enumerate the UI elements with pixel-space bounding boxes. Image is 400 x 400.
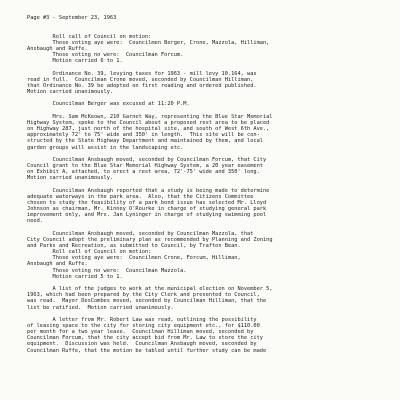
text-line: Ansbaugh and Ruffe. (27, 261, 88, 268)
text-line: of leasing space to the city for storing city equipment etc., for $110.00 (27, 323, 260, 329)
text-line: adequate waterways in the park area. Also, that the Citizens Committee (27, 193, 254, 200)
text-line: City Council adopt the preliminary plan as recommended by Planning and Zoning (27, 236, 273, 243)
text-line: Ansbaugh and Ruffe. (27, 46, 88, 53)
text-line: list be ratified. Motion carried unanimously. (27, 304, 174, 311)
text-line: Those voting aye were: Councilmen Berger, Crone, Mazzola, Hilliman, (27, 39, 270, 46)
text-line: Councilman Berger was excused at 11:20 P.M. (27, 101, 190, 108)
text-line: garden groups will assist in the landscaping etc. (27, 144, 184, 151)
text-line: per month for a two year lease. Councilman Hilliman moved, seconded by (27, 329, 254, 336)
text-line: Councilman Forcum, that the city accept bid from Mr. Law to store the city (27, 335, 263, 342)
text-line: Those voting aye were: Councilmen Crone, Forcum, Hilliman, (27, 255, 241, 262)
text-line: Ordinance No. 39, levying taxes for 1963 - mill levy 10.164, was (27, 70, 257, 77)
text-line: approximately 72' to 75' wide and 350' in length. This site will be con- (27, 132, 260, 139)
text-line: was read. Mayor DesCombes moved, seconded by Councilman Hilliman, that the (27, 298, 267, 305)
text-line: read in full. Councilman Crone moved, seconded by Councilman Hilliman, (27, 76, 254, 83)
text-line: Motion carried 6 to 1. (27, 58, 123, 65)
text-line: equipment. Discussion was held. Councilman Ansbaugh moved, seconded by (27, 341, 257, 348)
text-line: Councilman Ansbaugh moved, seconded by Councilman Forcum, that City (27, 156, 267, 163)
text-line: Highway System, spoke to the Council about a proposed rest area to be placed (27, 119, 270, 126)
text-line: and Parks and Recreation, as submitted to Council, by Trafton Bean. (27, 243, 241, 249)
text-line: Council grant to the Blue Star Memorial Highway System, a 20 year easement (27, 163, 263, 169)
text-line: that Ordinance No. 39 be adopted on first reading and ordered published. (27, 83, 257, 90)
minutes-body (27, 34, 390, 354)
text-line: Mrs. Sam McKeown, 210 Garnet Way, representing the Blue Star Memorial (27, 113, 273, 120)
text-line: A list of the judges to work at the municipal election on November 5, (27, 286, 273, 293)
text-line: Johnson as chairman, Mr. Kinney O'Rourke in charge of studying general park (27, 206, 267, 213)
text-line: Those voting no were: Councilman Mazzola. (27, 267, 187, 274)
text-line: A letter from Mr. Robert Law was read, outlining the possibility (27, 316, 257, 323)
text-line: Roll call of Council on motion: (27, 33, 152, 40)
text-line: Those voting no were: Councilman Forcum. (27, 52, 184, 59)
text-line: need. (27, 218, 43, 225)
text-line: Motion carried 5 to 1. (27, 273, 123, 280)
text-line: chosen to study the feasibility of a park bond issue has selected Mr. Lloyd (27, 199, 267, 206)
text-line: on Exhibit A, attached, to erect a rest area, 72'-75' wide and 350' long. (27, 169, 260, 176)
text-line: on Highway 287, just north of the hospital site, and south of West 6th Ave., (27, 126, 270, 133)
text-line: Motion carried unanimously. (27, 175, 114, 182)
text-line: Councilman Ruffe, that the motion be tabled until further study can be made (27, 347, 267, 354)
text-line: Roll call of Council on motion: (27, 249, 152, 256)
text-line: 1963, which had been prepared by the City Clerk and presented to Council, (27, 292, 260, 299)
text-line: improvement only, and Mrs. Jan Lyninger in charge of studying swimming pool (27, 212, 267, 219)
text-line: Councilman Ansbaugh reported that a study is being made to determine (27, 187, 270, 194)
text-line: structed by the State Highway Department and maintained by them, and local (27, 138, 263, 145)
page-header: Page #3 - September 23, 1963 (27, 15, 117, 22)
text-line: Councilman Ansbaugh moved, seconded by Councilman Mazzola, that (27, 230, 254, 237)
text-line: Motion carried unanimously. (27, 89, 114, 96)
